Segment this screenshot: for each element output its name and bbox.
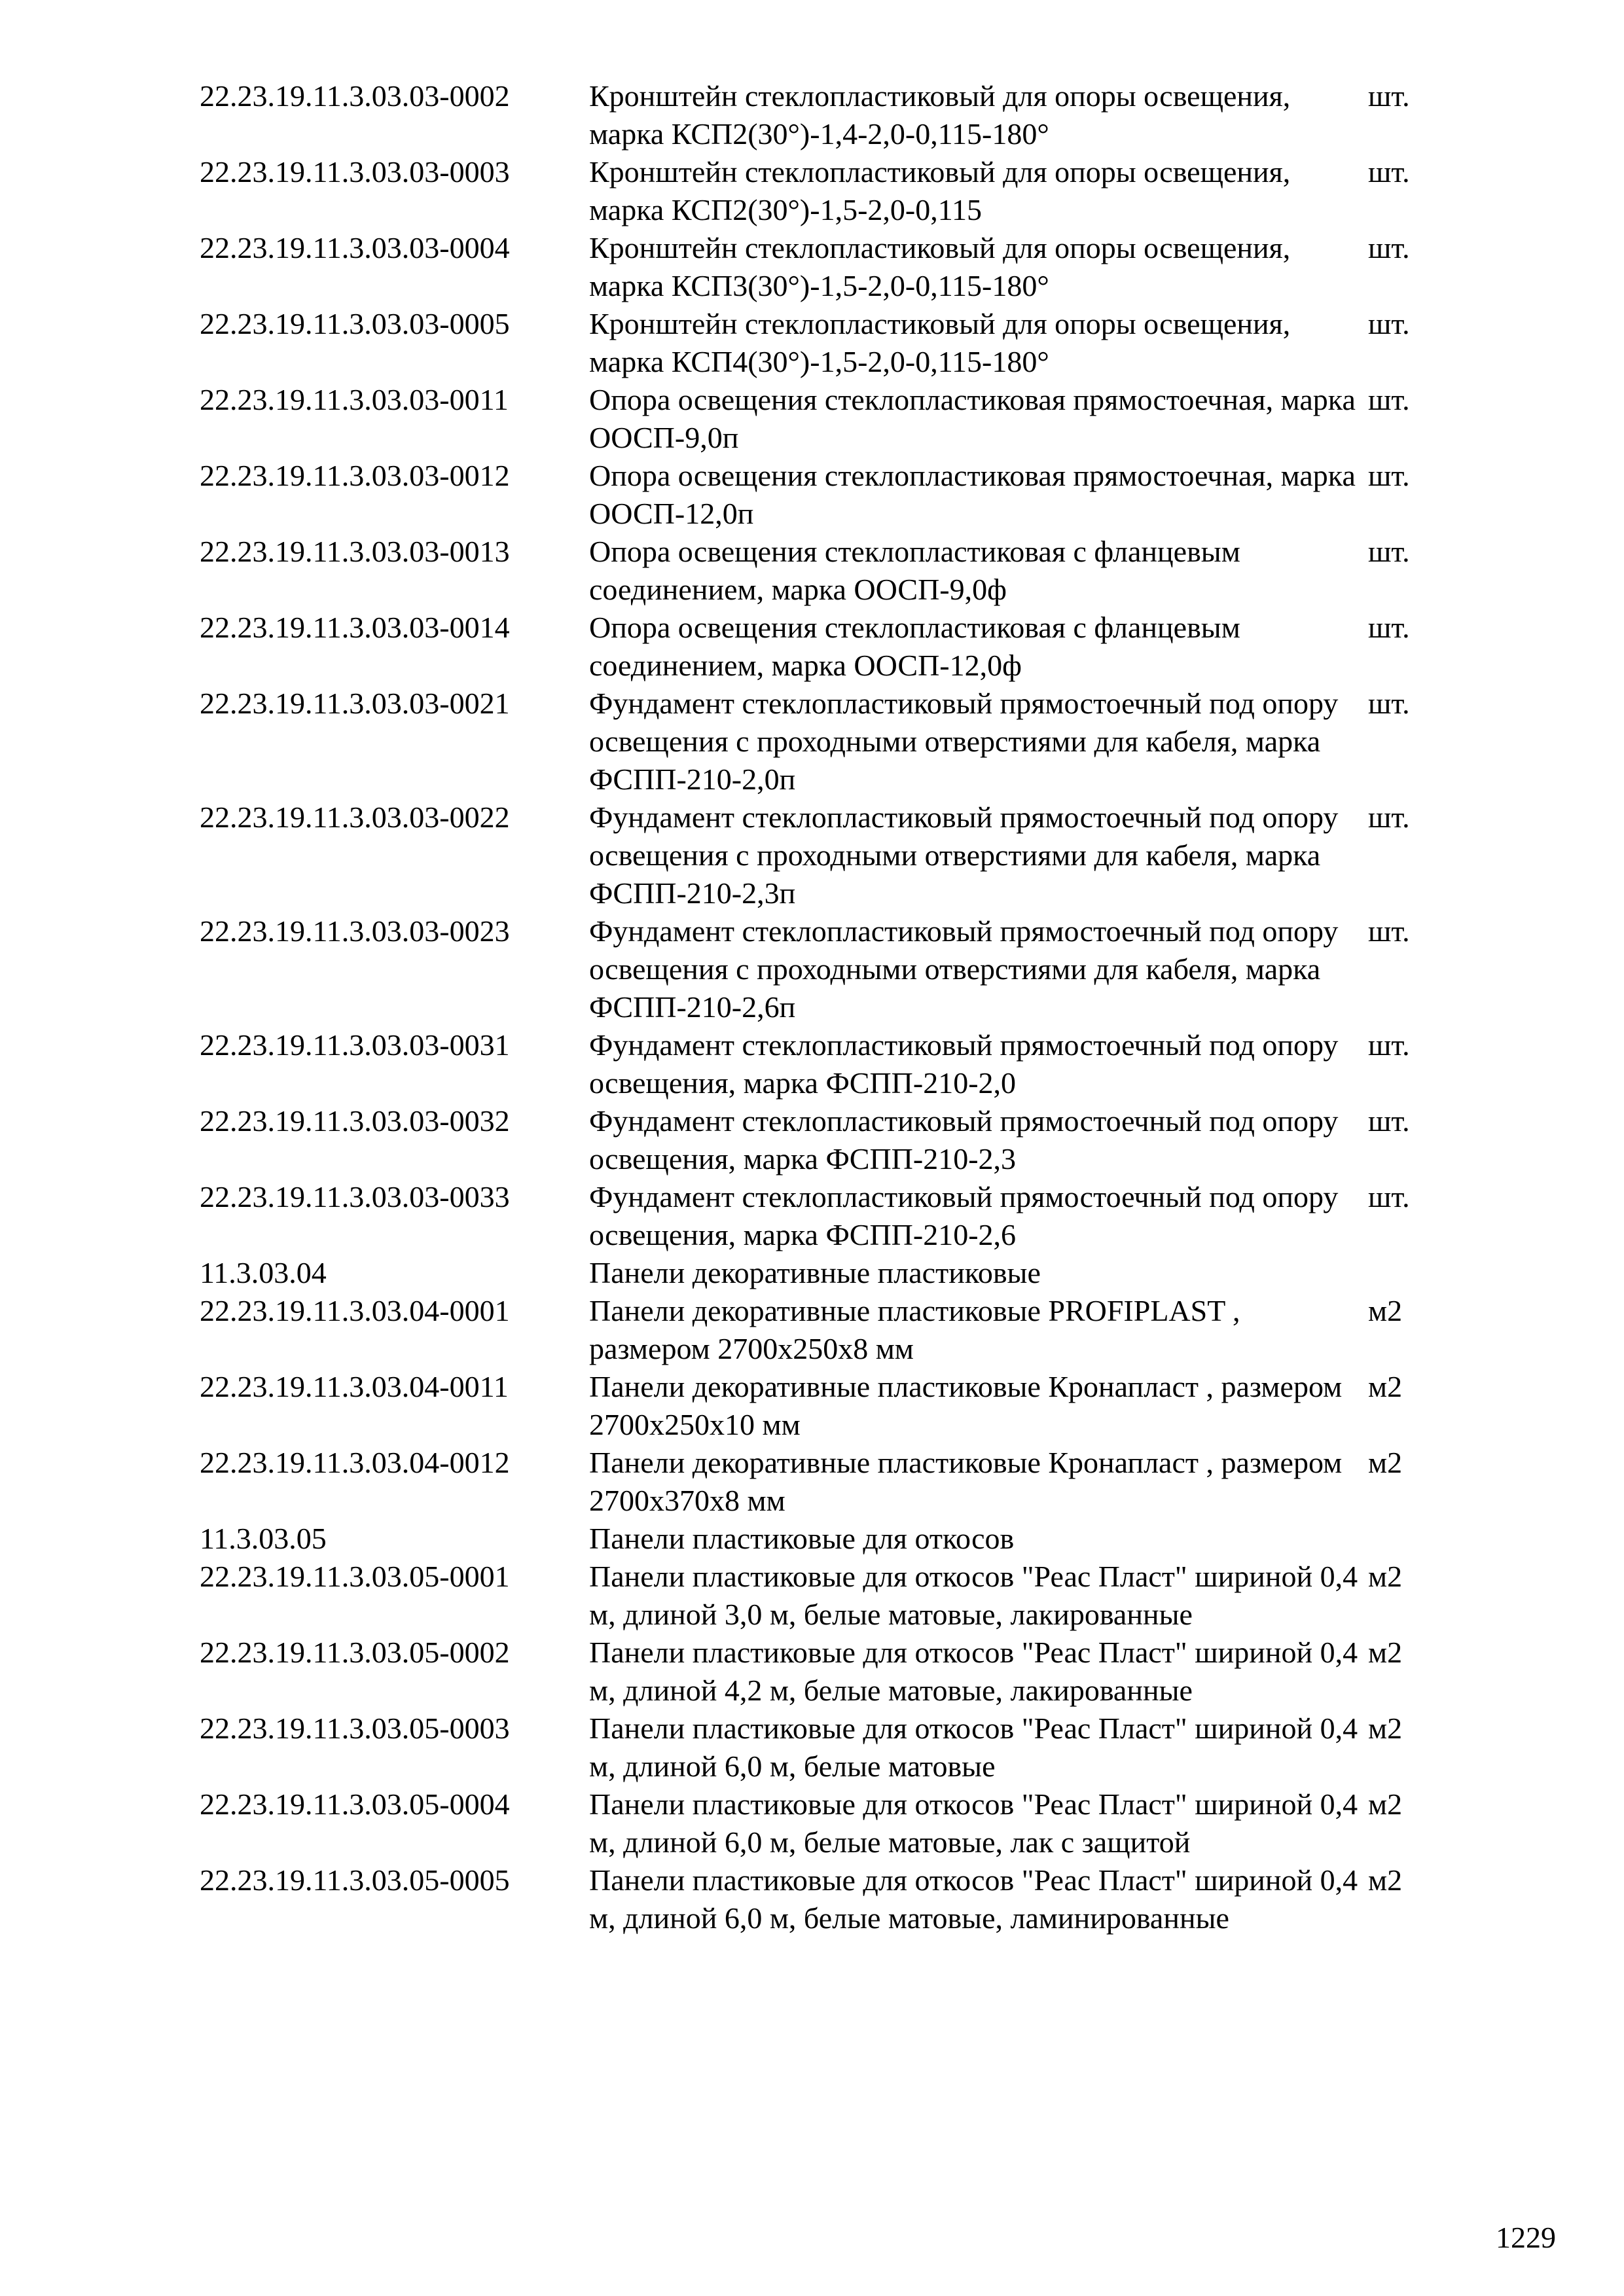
section-header-row [200, 1520, 1443, 1558]
resource-code: 22.23.19.11.3.03.03-0033 [200, 1180, 510, 1213]
resource-table [200, 77, 1443, 1937]
resource-description: Панели пластиковые для откосов "Реас Пласт" шириной 0,4 м, длиной 4,2 м, белые матовые, лакированные [589, 1636, 1358, 1707]
measure-unit: шт. [1368, 687, 1410, 720]
resource-code: 22.23.19.11.3.03.05-0002 [200, 1636, 510, 1669]
measure-unit: шт. [1368, 914, 1410, 948]
page-number: 1229 [1496, 2221, 1556, 2254]
resource-code: 22.23.19.11.3.03.03-0023 [200, 914, 510, 948]
table-row [200, 1444, 1443, 1520]
resource-code: 22.23.19.11.3.03.03-0003 [200, 155, 510, 188]
resource-description: Панели пластиковые для откосов "Реас Пласт" шириной 0,4 м, длиной 6,0 м, белые матовые, лак с защитой [589, 1787, 1358, 1859]
resource-description: Кронштейн стеклопластиковый для опоры освещения, марка КСП2(30°)-1,4-2,0-0,115-180° [589, 79, 1291, 151]
resource-description: Кронштейн стеклопластиковый для опоры освещения, марка КСП2(30°)-1,5-2,0-0,115 [589, 155, 1291, 226]
resource-description: Опора освещения стеклопластиковая с фланцевым соединением, марка ООСП-12,0ф [589, 611, 1240, 682]
measure-unit: шт. [1368, 231, 1410, 264]
table-row [200, 685, 1443, 798]
resource-code: 11.3.03.04 [200, 1256, 327, 1289]
table-row [200, 1102, 1443, 1178]
resource-code: 22.23.19.11.3.03.03-0012 [200, 459, 510, 492]
table-row [200, 533, 1443, 609]
resource-description: Панели декоративные пластиковые Кронапласт , размером 2700х250х10 мм [589, 1370, 1343, 1441]
table-row [200, 798, 1443, 912]
measure-unit: шт. [1368, 307, 1410, 340]
resource-code: 22.23.19.11.3.03.05-0003 [200, 1712, 510, 1745]
resource-description: Фундамент стеклопластиковый прямостоечный под опору освещения, марка ФСПП-210-2,3 [589, 1104, 1339, 1175]
resource-code: 22.23.19.11.3.03.03-0014 [200, 611, 510, 644]
table-row [200, 1292, 1443, 1368]
measure-unit: шт. [1368, 611, 1410, 644]
resource-description: Панели пластиковые для откосов [589, 1522, 1015, 1555]
measure-unit: м2 [1368, 1560, 1403, 1593]
resource-description: Панели декоративные пластиковые [589, 1256, 1041, 1289]
resource-description: Фундамент стеклопластиковый прямостоечный под опору освещения, марка ФСПП-210-2,6 [589, 1180, 1339, 1251]
resource-code: 22.23.19.11.3.03.04-0011 [200, 1370, 509, 1403]
resource-description: Опора освещения стеклопластиковая прямостоечная, марка ООСП-9,0п [589, 383, 1356, 454]
measure-unit: шт. [1368, 800, 1410, 834]
table-row [200, 609, 1443, 685]
resource-code: 22.23.19.11.3.03.03-0021 [200, 687, 510, 720]
table-row [200, 457, 1443, 533]
measure-unit: м2 [1368, 1712, 1403, 1745]
resource-description: Панели пластиковые для откосов "Реас Пласт" шириной 0,4 м, длиной 3,0 м, белые матовые, лакированные [589, 1560, 1358, 1631]
measure-unit: шт. [1368, 535, 1410, 568]
table-row [200, 1558, 1443, 1634]
resource-description: Фундамент стеклопластиковый прямостоечный под опору освещения с проходными отверстиями для кабеля, марка ФСПП-210-2,0п [589, 687, 1339, 796]
measure-unit: м2 [1368, 1787, 1403, 1821]
resource-code: 22.23.19.11.3.03.04-0012 [200, 1446, 510, 1479]
resource-code: 22.23.19.11.3.03.05-0001 [200, 1560, 510, 1593]
table-row [200, 1178, 1443, 1254]
measure-unit: шт. [1368, 155, 1410, 188]
resource-code: 22.23.19.11.3.03.03-0031 [200, 1028, 510, 1062]
resource-code: 22.23.19.11.3.03.03-0011 [200, 383, 509, 416]
resource-code: 22.23.19.11.3.03.03-0022 [200, 800, 510, 834]
table-row [200, 1861, 1443, 1937]
resource-code: 22.23.19.11.3.03.05-0004 [200, 1787, 510, 1821]
resource-description: Опора освещения стеклопластиковая с фланцевым соединением, марка ООСП-9,0ф [589, 535, 1240, 606]
measure-unit: шт. [1368, 459, 1410, 492]
resource-code: 11.3.03.05 [200, 1522, 327, 1555]
table-row [200, 77, 1443, 153]
section-header-row [200, 1254, 1443, 1292]
table-row [200, 1634, 1443, 1710]
measure-unit: м2 [1368, 1863, 1403, 1897]
resource-code: 22.23.19.11.3.03.03-0005 [200, 307, 510, 340]
resource-description: Панели пластиковые для откосов "Реас Пласт" шириной 0,4 м, длиной 6,0 м, белые матовые [589, 1712, 1358, 1783]
table-row [200, 912, 1443, 1026]
resource-code: 22.23.19.11.3.03.03-0013 [200, 535, 510, 568]
resource-description: Панели декоративные пластиковые PROFIPLAST , размером 2700х250х8 мм [589, 1294, 1240, 1365]
resource-description: Фундамент стеклопластиковый прямостоечный под опору освещения, марка ФСПП-210-2,0 [589, 1028, 1339, 1100]
resource-description: Панели пластиковые для откосов "Реас Пласт" шириной 0,4 м, длиной 6,0 м, белые матовые, ламинированные [589, 1863, 1358, 1935]
table-row [200, 1710, 1443, 1785]
resource-code: 22.23.19.11.3.03.03-0004 [200, 231, 510, 264]
resource-description: Кронштейн стеклопластиковый для опоры освещения, марка КСП4(30°)-1,5-2,0-0,115-180° [589, 307, 1291, 378]
table-row [200, 1026, 1443, 1102]
measure-unit: шт. [1368, 79, 1410, 113]
resource-code: 22.23.19.11.3.03.05-0005 [200, 1863, 510, 1897]
table-row [200, 381, 1443, 457]
resource-description: Кронштейн стеклопластиковый для опоры освещения, марка КСП3(30°)-1,5-2,0-0,115-180° [589, 231, 1291, 302]
measure-unit: м2 [1368, 1446, 1403, 1479]
resource-code: 22.23.19.11.3.03.03-0032 [200, 1104, 510, 1138]
measure-unit: м2 [1368, 1294, 1403, 1327]
table-row [200, 229, 1443, 305]
resource-description: Фундамент стеклопластиковый прямостоечный под опору освещения с проходными отверстиями для кабеля, марка ФСПП-210-2,6п [589, 914, 1339, 1024]
resource-code: 22.23.19.11.3.03.04-0001 [200, 1294, 510, 1327]
resource-code: 22.23.19.11.3.03.03-0002 [200, 79, 510, 113]
resource-description: Опора освещения стеклопластиковая прямостоечная, марка ООСП-12,0п [589, 459, 1356, 530]
table-row [200, 153, 1443, 229]
resource-description: Фундамент стеклопластиковый прямостоечный под опору освещения с проходными отверстиями для кабеля, марка ФСПП-210-2,3п [589, 800, 1339, 910]
measure-unit: м2 [1368, 1370, 1403, 1403]
table-row [200, 1785, 1443, 1861]
table-row [200, 1368, 1443, 1444]
resource-description: Панели декоративные пластиковые Кронапласт , размером 2700х370х8 мм [589, 1446, 1343, 1517]
measure-unit: шт. [1368, 1104, 1410, 1138]
measure-unit: шт. [1368, 1028, 1410, 1062]
measure-unit: шт. [1368, 1180, 1410, 1213]
measure-unit: шт. [1368, 383, 1410, 416]
measure-unit: м2 [1368, 1636, 1403, 1669]
table-row [200, 305, 1443, 381]
